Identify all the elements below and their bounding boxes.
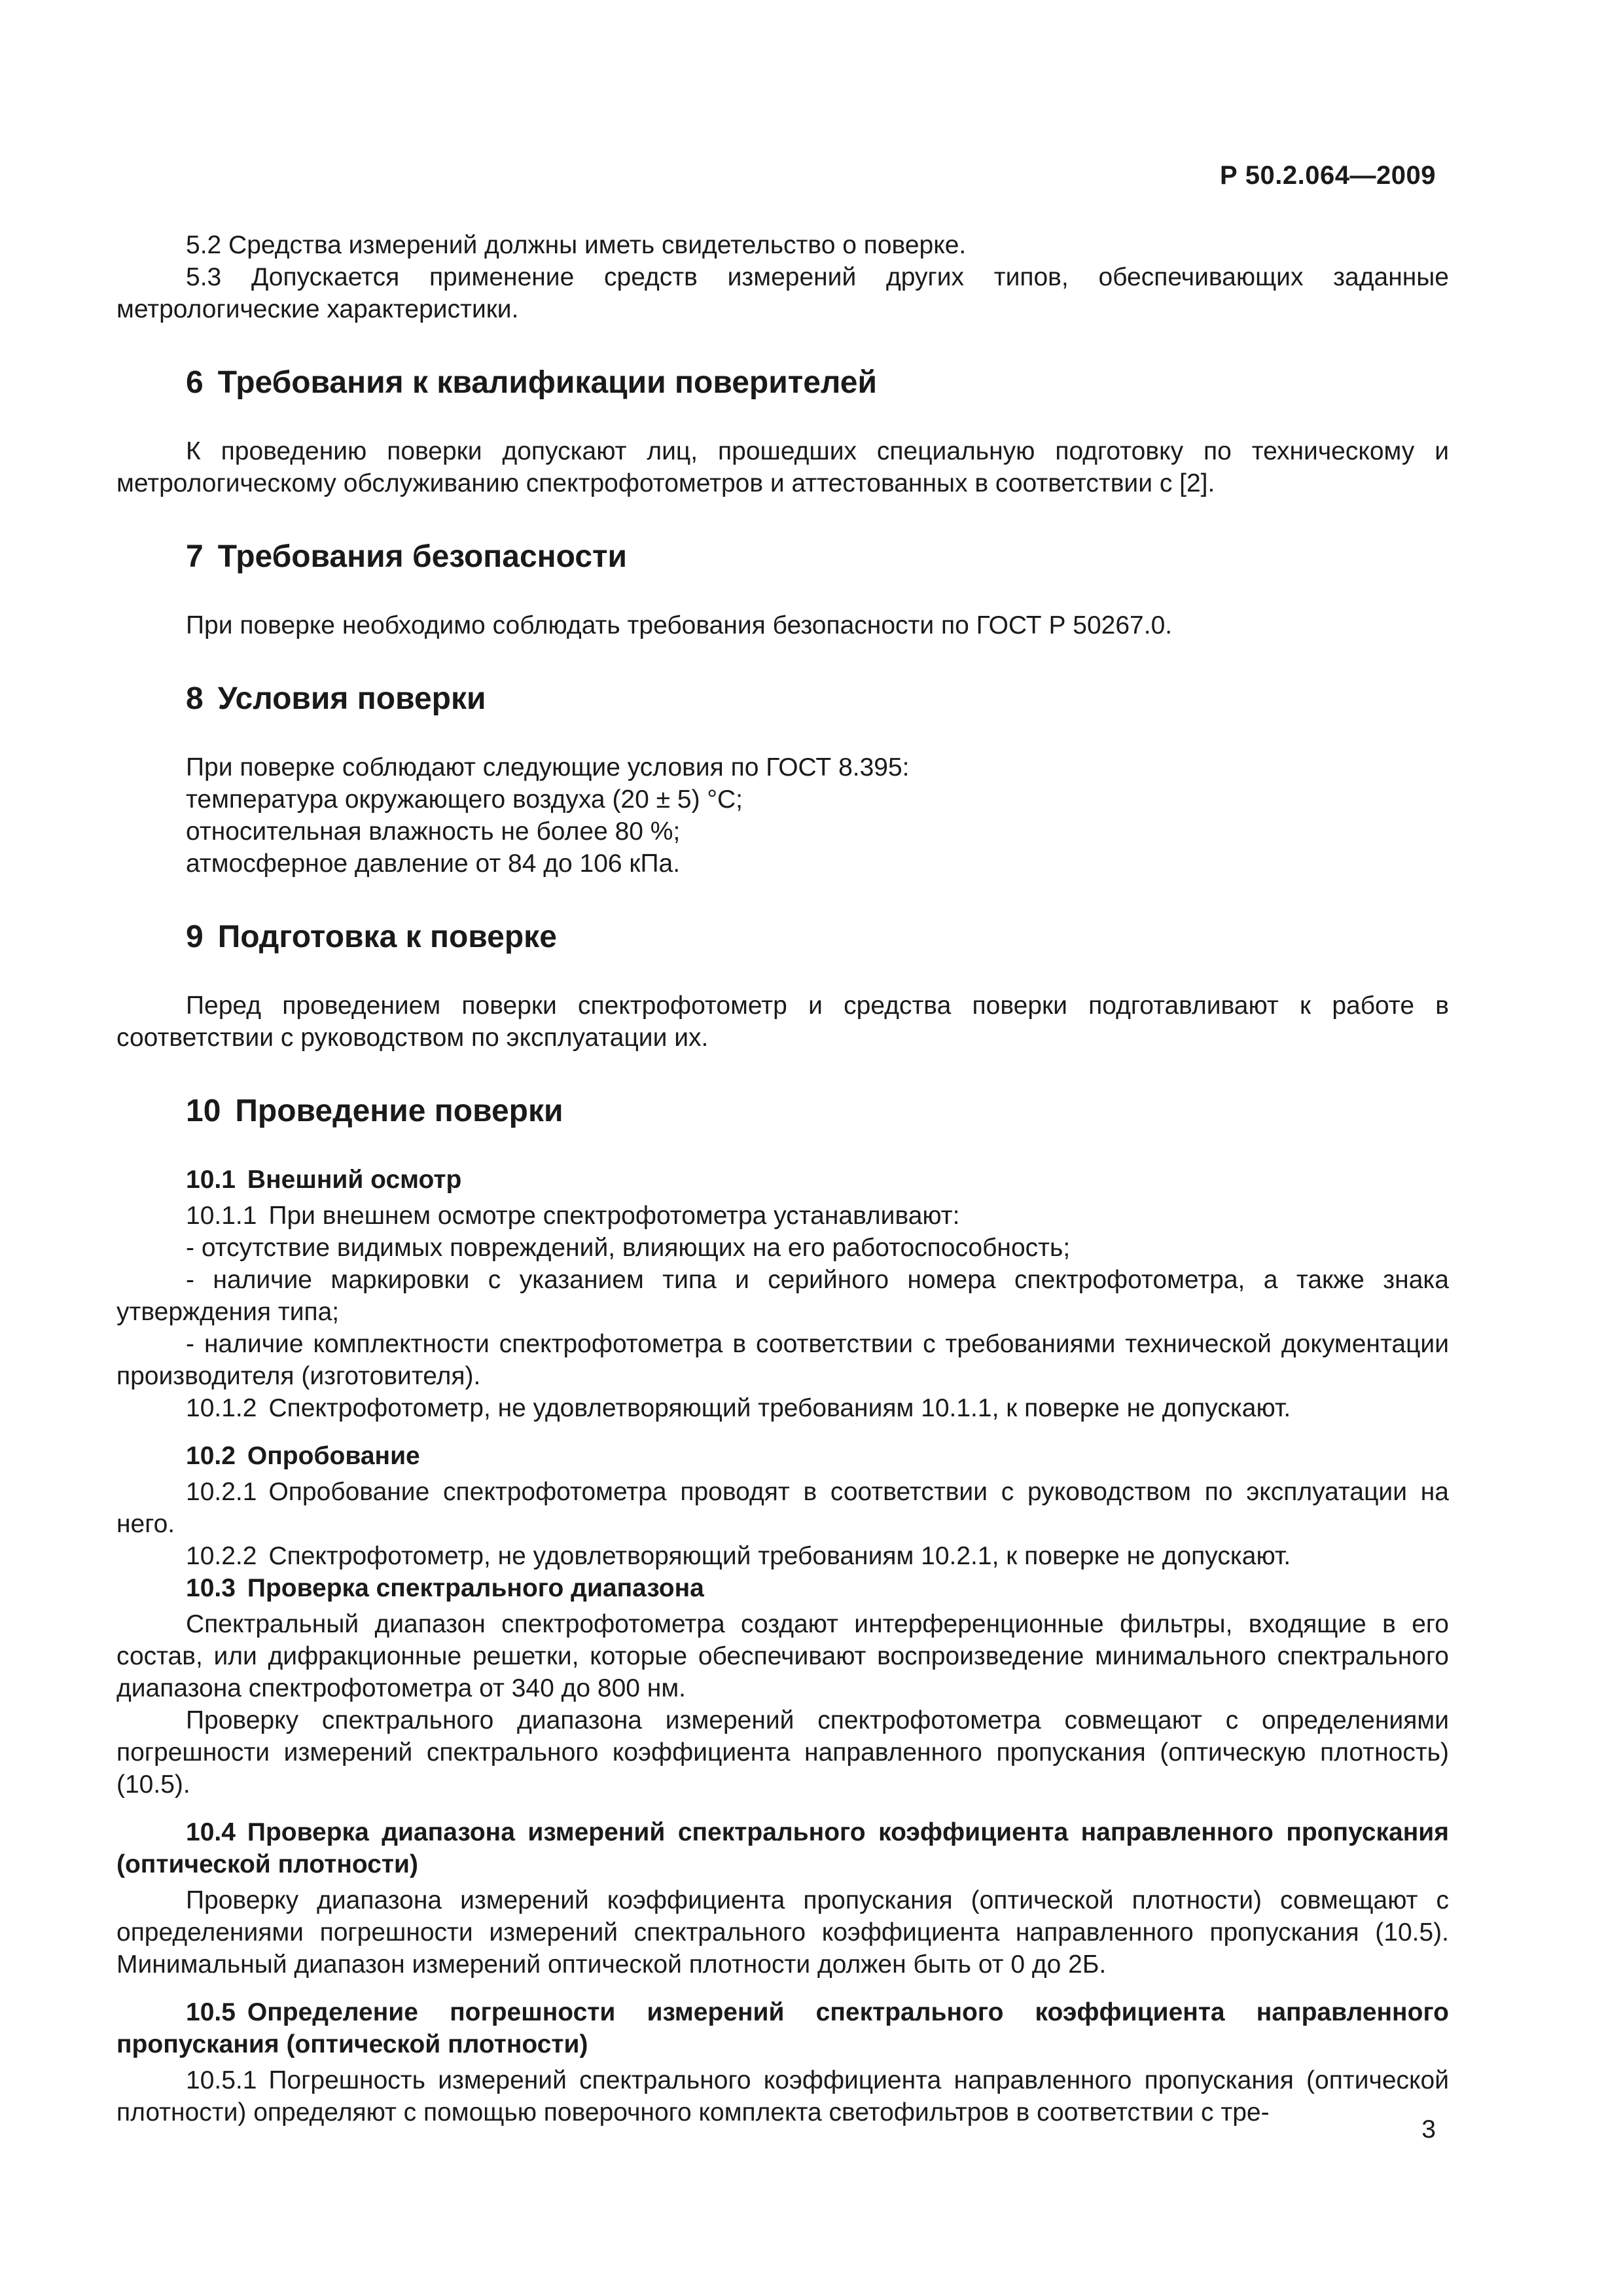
paragraph-10-1-2 [116,1392,1449,1424]
paragraph-text: Спектрофотометр, не удовлетворяющий требованиям 10.2.1, к поверке не допускают. [268,1542,1291,1570]
section-number: 9 [186,920,204,954]
paragraph-5-3: 5.3 Допускается применение средств измерений других типов, обеспечивающих заданные метрологические характеристики. [116,263,1449,323]
subsection-10-5-heading [116,1996,1449,2060]
subsection-title: Проверка спектрального диапазона [247,1574,704,1602]
list-item: - отсутствие видимых повреждений, влияющих на его работоспособность; [186,1234,1071,1262]
subsection-10-4-heading [116,1816,1449,1880]
paragraph-number: 10.2.1 [186,1478,257,1506]
subsection-title: Определение погрешности измерений спектрального коэффициента направленного пропускания (оптической плотности) [116,1998,1449,2058]
section-7-text: При поверке необходимо соблюдать требования безопасности по ГОСТ Р 50267.0. [186,611,1173,639]
section-title: Проведение поверки [235,1094,563,1128]
section-number: 10 [186,1094,221,1128]
paragraph-10-4-text: Проверку диапазона измерений коэффициента пропускания (оптической плотности) совмещают с определениями погрешности измерений спектрального коэффициента направленного пропускания (10.5). Минимальный диапазон измерений оптической плотности должен быть от 0 до 2Б. [116,1886,1449,1979]
paragraph-number: 10.5.1 [186,2066,257,2094]
subsection-number: 10.5 [186,1998,236,2026]
document-number-header: Р 50.2.064—2009 [1220,161,1436,190]
section-number: 6 [186,365,204,400]
subsection-number: 10.3 [186,1574,236,1602]
section-title: Требования безопасности [217,539,628,574]
page-content [116,229,1449,2128]
paragraph-text: Опробование спектрофотометра проводят в соответствии с руководством по эксплуатации на него. [116,1478,1449,1538]
paragraph-10-3-text-2: Проверку спектрального диапазона измерений спектрофотометра совмещают с определениями погрешности измерений спектрального коэффициента направленного пропускания (оптическую плотность) (10.5). [116,1706,1449,1799]
paragraph-number: 10.1.1 [186,1202,257,1230]
subsection-10-2-heading [116,1440,1449,1472]
paragraph-number: 10.2.2 [186,1542,257,1570]
condition-temperature: температура окружающего воздуха (20 ± 5) °С; [186,785,743,814]
section-10-heading [116,1092,1449,1131]
paragraph-10-5-1 [116,2064,1449,2128]
section-number: 7 [186,539,204,574]
subsection-title: Внешний осмотр [247,1166,462,1194]
subsection-number: 10.2 [186,1442,236,1470]
section-number: 8 [186,681,204,716]
list-item: - наличие комплектности спектрофотометра в соответствии с требованиями технической документации производителя (изготовителя). [116,1330,1449,1390]
paragraph-10-2-2 [116,1540,1449,1572]
paragraph-text: Спектрофотометр, не удовлетворяющий требованиям 10.1.1, к поверке не допускают. [268,1394,1291,1422]
section-7-heading [116,537,1449,577]
list-item: - наличие маркировки с указанием типа и серийного номера спектрофотометра, а также знака утверждения типа; [116,1266,1449,1326]
section-6-heading [116,363,1449,403]
paragraph-10-2-1 [116,1476,1449,1540]
paragraph-5-2: 5.2 Средства измерений должны иметь свидетельство о поверке. [186,231,967,259]
section-8-heading [116,679,1449,719]
subsection-title: Проверка диапазона измерений спектрального коэффициента направленного пропускания (оптической плотности) [116,1818,1449,1878]
paragraph-10-3-text-1: Спектральный диапазон спектрофотометра создают интерференционные фильтры, входящие в его состав, или дифракционные решетки, которые обеспечивают воспроизведение минимального спектрального диапазона спектрофотометра от 340 до 800 нм. [116,1610,1449,1702]
section-title: Условия поверки [217,681,486,716]
conditions-intro: При поверке соблюдают следующие условия по ГОСТ 8.395: [186,753,910,781]
paragraph-number: 10.1.2 [186,1394,257,1422]
paragraph-text: Погрешность измерений спектрального коэффициента направленного пропускания (оптической плотности) определяют с помощью поверочного комплекта светофильтров в соответствии с тре- [116,2066,1449,2126]
section-6-text: К проведению поверки допускают лиц, прошедших специальную подготовку по техническому и метрологическому обслуживанию спектрофотометров и аттестованных в соответствии с [2]. [116,437,1449,497]
subsection-10-1-heading [116,1164,1449,1196]
subsection-number: 10.1 [186,1166,236,1194]
section-9-heading [116,918,1449,957]
subsection-10-3-heading [116,1572,1449,1604]
subsection-number: 10.4 [186,1818,236,1846]
subsection-title: Опробование [247,1442,420,1470]
section-9-text: Перед проведением поверки спектрофотометр и средства поверки подготавливают к работе в соответствии с руководством по эксплуатации их. [116,992,1449,1052]
paragraph-text: При внешнем осмотре спектрофотометра устанавливают: [268,1202,960,1230]
section-title: Требования к квалификации поверителей [217,365,877,400]
section-title: Подготовка к поверке [217,920,557,954]
page-number: 3 [1421,2115,1436,2144]
condition-humidity: относительная влажность не более 80 %; [186,817,681,846]
paragraph-10-1-1 [116,1200,1449,1232]
condition-pressure: атмосферное давление от 84 до 106 кПа. [186,850,681,878]
